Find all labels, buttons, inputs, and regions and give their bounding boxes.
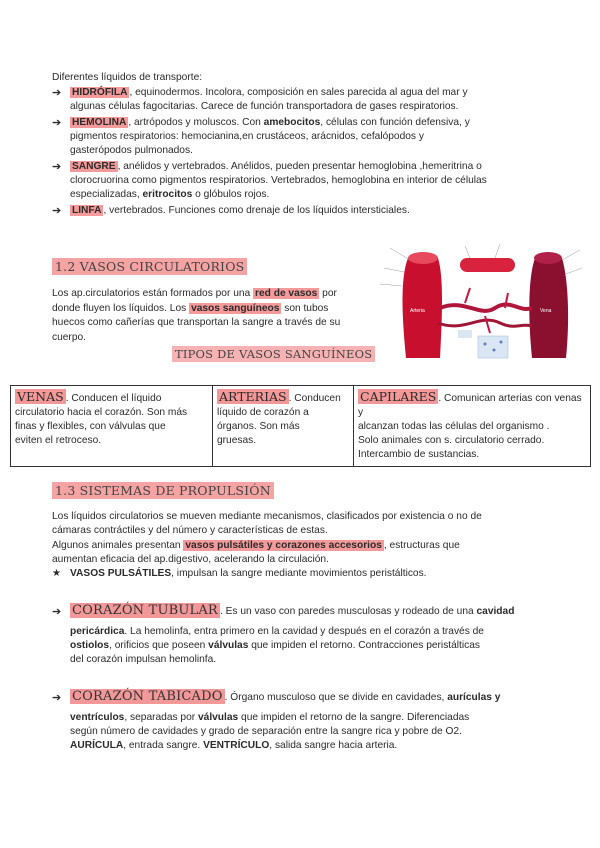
propulsion-paragraph: [52, 510, 582, 581]
list-item: [52, 160, 552, 202]
bold-term: ostiolos: [70, 639, 110, 651]
bold-term: válvulas: [208, 639, 249, 651]
para-text: aumentan eficacia del ap.digestivo, acelerando la circulación.: [52, 553, 329, 565]
para-text: donde fluyen los líquidos. Los: [52, 302, 190, 314]
cell-text: . Conducen el líquido: [65, 393, 162, 404]
artery-label: Arteria: [410, 308, 425, 314]
cell-text: gruesas.: [217, 435, 257, 446]
list-text: , vertebrados. Funciones como drenaje de los líquidos intersticiales.: [103, 205, 410, 216]
para-text: . Órgano musculoso que se divide en cavidades,: [224, 692, 448, 703]
para-text: que impiden el retorno. Contracciones peristálticas: [248, 639, 480, 651]
list-text: clorocruorina como pigmentos respiratorios. Vertebrados, hemoglobina en interior de células: [70, 175, 487, 186]
para-text: . Es un vaso con paredes musculosas y rodeado de una: [219, 606, 477, 617]
list-text: o glóbulos rojos.: [192, 189, 270, 200]
table-cell-venas: [11, 386, 213, 466]
bold-term: eritrocitos: [142, 189, 193, 200]
para-text: , salida sangre hacia arteria.: [269, 740, 398, 752]
cell-text: circulatorio hacia el corazón. Son más: [15, 407, 188, 418]
para-text: cuerpo.: [52, 331, 86, 343]
para-text: por: [319, 288, 337, 299]
star-icon: ★: [52, 568, 61, 580]
bold-term: ventrículos: [70, 711, 125, 723]
vasos-paragraph: [52, 287, 372, 345]
tubular-title: CORAZÓN TUBULAR: [72, 603, 218, 618]
capillary-path: [438, 320, 532, 326]
cell-text: líquido de corazón a: [217, 407, 309, 418]
arrow-icon: ➔: [52, 692, 62, 704]
para-text: Los ap.circulatorios están formados por una: [52, 288, 254, 299]
highlight-vasos-pulsatiles: vasos pulsátiles y corazones accesorios: [185, 539, 382, 551]
cell-text: alcanzan todas las células del organismo .: [358, 421, 550, 432]
term-sangre: SANGRE: [72, 161, 116, 172]
list-text: algunas células fagocitarias. Carece de función transportadora de gases respiratorios.: [70, 101, 459, 112]
arrow-icon: ➔: [52, 87, 62, 99]
cell-text: . Comunican arterias con venas y: [358, 393, 582, 418]
capillary-tube: [460, 258, 515, 272]
list-text: gasterópodos pulmonados.: [70, 145, 193, 156]
highlight-vasos-sanguineos: vasos sanguíneos: [191, 302, 280, 314]
para-text: que impiden el retorno de la sangre. Diferenciadas: [238, 711, 470, 723]
tipos-title: [172, 347, 375, 363]
highlight-red-de-vasos: red de vasos: [255, 288, 318, 299]
section-title-text: 1.3 SISTEMAS DE PROPULSIÓN: [52, 482, 274, 499]
list-item: [52, 86, 552, 114]
cell-detail: [478, 336, 508, 358]
vein-opening: [534, 252, 562, 264]
term-linfa: LINFA: [72, 205, 102, 216]
para-text: , separadas por: [124, 711, 198, 723]
para-text: cámaras contráctiles y del número y características de estas.: [52, 525, 328, 537]
cell-title: VENAS: [17, 389, 64, 404]
list-text: , anélidos y vertebrados. Anélidos, pueden presentar hemoglobina ,hemeritrina o: [117, 161, 482, 172]
para-text: Los líquidos circulatorios se mueven mediante mecanismos, clasificados por existencia o no de: [52, 511, 482, 522]
bold-term: aurículas y: [447, 692, 501, 703]
para-text: . La hemolinfa, entra primero en la cavidad y después en el corazón a través de: [124, 625, 484, 637]
arrow-icon: ➔: [52, 161, 62, 173]
section-title-vasos: [52, 260, 247, 276]
liquids-list: [52, 86, 552, 218]
table-cell-arterias: [213, 386, 354, 466]
cell-title: ARTERIAS: [219, 389, 287, 404]
para-text: , impulsan la sangre mediante movimientos peristálticos.: [171, 568, 427, 580]
tipos-title-text: TIPOS DE VASOS SANGUÍNEOS: [172, 346, 375, 362]
bold-term: AURÍCULA: [70, 740, 124, 752]
cell-text: Intercambio de sustancias.: [358, 449, 480, 460]
section-title-text: 1.2 VASOS CIRCULATORIOS: [52, 258, 247, 275]
para-text: , estructuras que: [383, 539, 460, 551]
term-hemolina: HEMOLINA: [72, 117, 127, 128]
para-text: según número de cavidades y grado de separación entre la sangre rica y pobre de O2.: [70, 725, 462, 737]
cell-title: CAPILARES: [360, 389, 437, 404]
para-text: del corazón impulsan hemolinfa.: [70, 654, 217, 666]
list-text: , artrópodos y moluscos. Con: [128, 117, 264, 128]
bold-term: pericárdica: [70, 625, 125, 637]
tabicado-title: CORAZÓN TABICADO: [72, 689, 223, 704]
table-cell-capilares: [354, 386, 590, 466]
list-text: especializadas,: [70, 189, 143, 200]
star-item: [52, 567, 582, 581]
arrow-icon: ➔: [52, 205, 62, 217]
cell-text: Solo animales con s. circulatorio cerrado.: [358, 435, 545, 446]
capillary-path: [440, 304, 532, 310]
vein-label: Vena: [540, 308, 552, 314]
blood-vessels-diagram: [370, 238, 588, 368]
para-text: huecos como cañerías que transportan la sangre a través de su: [52, 317, 341, 328]
section-title-propulsion: [52, 484, 274, 500]
list-item: [52, 689, 582, 707]
arrow-icon: ➔: [52, 606, 62, 618]
para-text: Algunos animales presentan: [52, 539, 184, 551]
para-text: son tubos: [281, 302, 329, 314]
term-hidrofila: HIDRÓFILA: [72, 87, 128, 98]
cell-text: . Conducen: [288, 393, 341, 404]
para-text: , orificios que poseen: [109, 639, 209, 651]
list-item: [52, 603, 582, 621]
arrow-icon: ➔: [52, 117, 62, 129]
bold-term: VENTRÍCULO: [203, 740, 270, 752]
list-item: [52, 204, 552, 218]
cell-text: órganos. Son más: [217, 421, 300, 432]
vessel-types-table: [10, 385, 591, 467]
list-item: [52, 116, 552, 158]
bold-term: VASOS PULSÁTILES: [70, 568, 172, 580]
list-text: , equinodermos. Incolora, composición en sales parecida al agua del mar y: [129, 87, 468, 98]
intro-heading: Diferentes líquidos de transporte:: [52, 72, 203, 83]
tabicado-block: [52, 689, 582, 753]
list-text: , células con función defensiva, y: [320, 117, 470, 128]
cell-text: eviten el retroceso.: [15, 435, 102, 446]
cell-text: finas y flexibles, con válvulas que: [15, 421, 166, 432]
bold-term: cavidad: [476, 606, 515, 617]
para-text: , entrada sangre.: [123, 740, 204, 752]
artery-opening: [408, 252, 438, 264]
cell-detail: [458, 330, 472, 338]
bold-term: válvulas: [197, 711, 239, 723]
bold-term: amebocitos: [263, 117, 321, 128]
list-text: pigmentos respiratorios: hemocianina,en crustáceos, arácnidos, cefalópodos y: [70, 131, 424, 142]
tubular-block: [52, 603, 582, 667]
